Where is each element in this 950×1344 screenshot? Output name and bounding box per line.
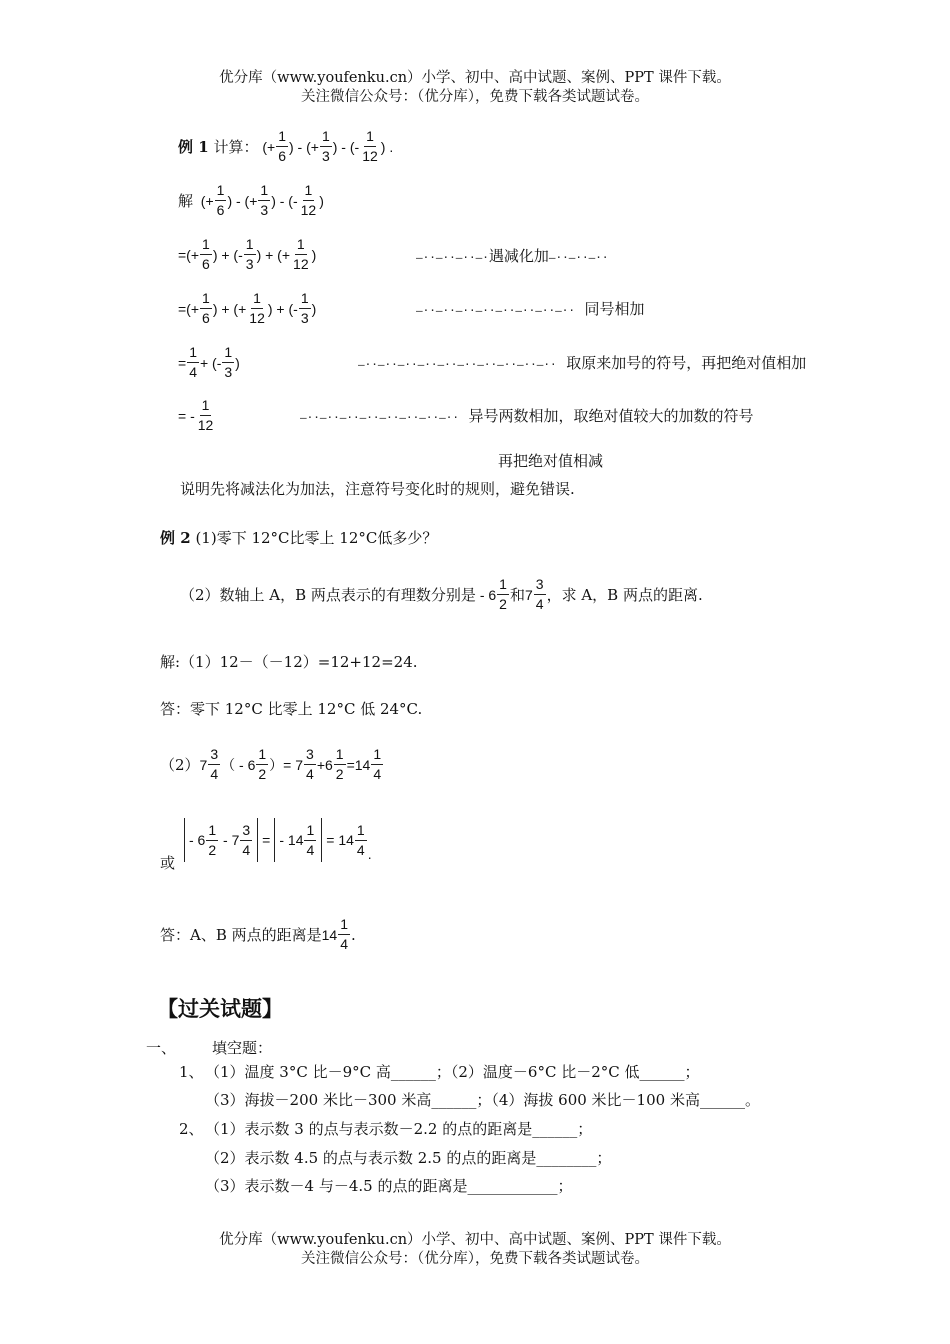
header-line-1: 优分库（www.youfenku.cn）小学、初中、高中试题、案例、PPT 课件下载。 xyxy=(219,70,731,86)
ex1-explain: 说明先将减法化为加法，注意符号变化时的规则，避免错误. xyxy=(180,480,575,498)
ex2-or: 或 xyxy=(160,854,176,872)
ex1-prompt: 计算： xyxy=(213,138,259,156)
ex1-step-3-note: –··–··–··–··–··–··–··–··–··–·· 取原来加号的符号，再把绝对值相加 xyxy=(358,354,807,372)
ex1-step-1: =(+ $\frac{1}{6}$ ) + (- $\frac{1}{3}$ ) + (+ $\frac{1}{12}$ ) xyxy=(178,236,317,272)
ex1-solve-label: 解 xyxy=(178,192,194,210)
question-2-line-b: （2）表示数 4.5 的点与表示数 2.5 的点的距离是________； xyxy=(205,1149,612,1167)
ex2-question-1: 例 2 (1)零下 12°C比零上 12°C低多少？ xyxy=(160,529,438,547)
section-title: 【过关试题】 xyxy=(157,997,283,1021)
ex2-solution-2: （2） 7 $\frac{3}{4}$ （ - 6 $\frac{1}{2}$ ）= 7 $\frac{3}{4}$ +6 $\frac{1}{2}$ =14 $\frac{1}{4}$ xyxy=(160,746,382,782)
question-2-line-a: （1）表示数 3 的点与表示数－2.2 的点的距离是______； xyxy=(205,1120,593,1138)
part-title: 填空题： xyxy=(212,1039,273,1057)
footer-line-2: 关注微信公众号：（优分库），免费下载各类试题试卷。 xyxy=(301,1251,649,1267)
question-2-number: 2、 xyxy=(179,1120,204,1138)
ex2-answer-2: 答：A、B 两点的距离是 14 $\frac{1}{4}$ . xyxy=(160,916,356,952)
part-number: 一、 xyxy=(146,1039,177,1057)
ex1-step-2-note: –··–··–··–··–··–··–··–·· 同号相加 xyxy=(416,300,645,318)
ex1-problem: 例 1 计算： (+ $\frac{1}{6}$ ) - (+ $\frac{1}{3}$ ) - (- $\frac{1}{12}$ ) . xyxy=(178,128,394,164)
ex1-step-4-note-b: 再把绝对值相减 xyxy=(498,452,604,470)
ex1-step-2: =(+ $\frac{1}{6}$ ) + (+ $\frac{1}{12}$ ) + (- $\frac{1}{3}$ ) xyxy=(178,290,317,326)
question-1-line-b: （3）海拔－200 米比－300 米高______；（4）海拔 600 米比－100 米高______。 xyxy=(205,1091,760,1109)
ex2-answer-1: 答：零下 12°C 比零上 12°C 低 24°C. xyxy=(160,700,423,718)
question-1-number: 1、 xyxy=(179,1063,204,1081)
ex1-step-4-note: –··–··–··–··–··–··–··–·· 异号两数相加，取绝对值较大的加数的符号 xyxy=(300,407,754,425)
ex2-question-2: （2）数轴上 A，B 两点表示的有理数分别是 - 6 $\frac{1}{2}$ 和 7 $\frac{3}{4}$ ，求 A，B 两点的距离. xyxy=(180,576,703,612)
ex2-solution-1: 解:（1）12－（－12）=12+12=24. xyxy=(160,653,418,671)
ex1-step-4: = - $\frac{1}{12}$ xyxy=(178,397,214,433)
question-2-line-c: （3）表示数－4 与－4.5 的点的距离是____________； xyxy=(205,1177,573,1195)
header-line-2: 关注微信公众号：（优分库），免费下载各类试题试卷。 xyxy=(301,89,649,105)
footer-line-1: 优分库（www.youfenku.cn）小学、初中、高中试题、案例、PPT 课件下载。 xyxy=(219,1232,731,1248)
ex1-label: 例 1 xyxy=(178,138,209,156)
ex1-step-1-note: –··–··–··–·遇减化加–··–··–·· xyxy=(416,247,609,265)
ex1-step-3: = $\frac{1}{4}$ + (- $\frac{1}{3}$ ) xyxy=(178,344,240,380)
ex2-absolute-value: - 6 $\frac{1}{2}$ - 7 $\frac{3}{4}$ = - 14 $\frac{1}{4}$ = 14 $\frac{1}{4}$ . xyxy=(180,818,372,862)
question-1-line-a: （1）温度 3°C 比－9°C 高______；（2）温度－6°C 比－2°C 低______； xyxy=(205,1063,700,1081)
ex1-solution-start: 解 (+ $\frac{1}{6}$ ) - (+ $\frac{1}{3}$ ) - (- $\frac{1}{12}$ ) xyxy=(178,182,324,218)
